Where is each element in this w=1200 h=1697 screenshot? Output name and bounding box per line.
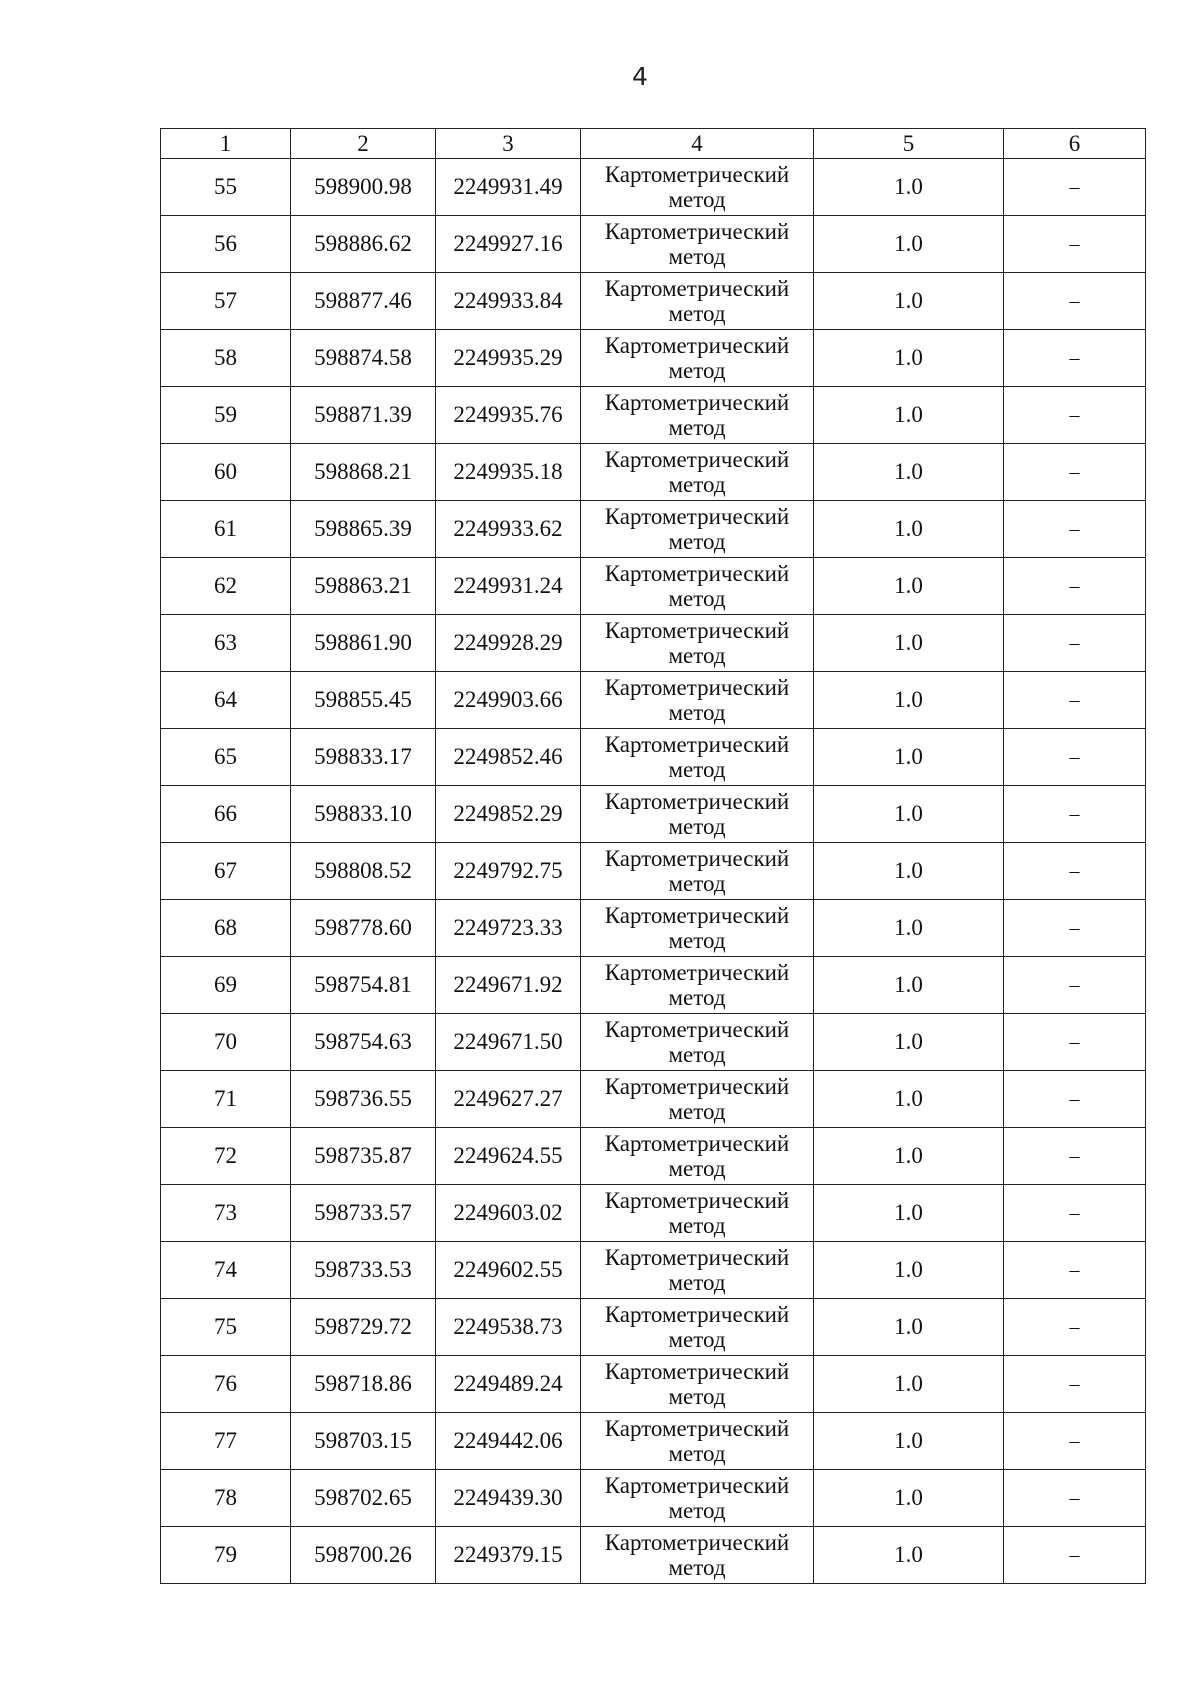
method-cell bbox=[581, 216, 814, 273]
method-line1: Картометрический bbox=[604, 902, 790, 928]
table-body bbox=[161, 159, 1146, 1584]
accuracy-cell: 1.0 bbox=[814, 1071, 1004, 1128]
method-cell bbox=[581, 501, 814, 558]
accuracy-cell: 1.0 bbox=[814, 786, 1004, 843]
method-line2: метод bbox=[668, 984, 726, 1010]
y-coordinate-cell: 2249933.62 bbox=[436, 501, 581, 558]
remark-cell: – bbox=[1004, 1356, 1146, 1413]
method-cell bbox=[581, 444, 814, 501]
method-line1: Картометрический bbox=[604, 161, 790, 187]
method-cell bbox=[581, 957, 814, 1014]
table-row bbox=[161, 900, 1146, 957]
x-coordinate-cell: 598736.55 bbox=[291, 1071, 436, 1128]
accuracy-cell: 1.0 bbox=[814, 330, 1004, 387]
method-line2: метод bbox=[668, 186, 726, 212]
y-coordinate-cell: 2249852.29 bbox=[436, 786, 581, 843]
remark-cell: – bbox=[1004, 615, 1146, 672]
method-cell bbox=[581, 900, 814, 957]
point-number-cell: 57 bbox=[161, 273, 291, 330]
x-coordinate-cell: 598733.57 bbox=[291, 1185, 436, 1242]
method-cell bbox=[581, 1299, 814, 1356]
y-coordinate-cell: 2249792.75 bbox=[436, 843, 581, 900]
accuracy-cell: 1.0 bbox=[814, 558, 1004, 615]
table-row bbox=[161, 729, 1146, 786]
point-number-cell: 64 bbox=[161, 672, 291, 729]
y-coordinate-cell: 2249935.18 bbox=[436, 444, 581, 501]
accuracy-cell: 1.0 bbox=[814, 1242, 1004, 1299]
y-coordinate-cell: 2249903.66 bbox=[436, 672, 581, 729]
x-coordinate-cell: 598874.58 bbox=[291, 330, 436, 387]
point-number-cell: 58 bbox=[161, 330, 291, 387]
remark-cell: – bbox=[1004, 1527, 1146, 1584]
table-row bbox=[161, 1413, 1146, 1470]
point-number-cell: 59 bbox=[161, 387, 291, 444]
column-header: 6 bbox=[1004, 129, 1146, 159]
point-number-cell: 77 bbox=[161, 1413, 291, 1470]
method-cell bbox=[581, 558, 814, 615]
accuracy-cell: 1.0 bbox=[814, 273, 1004, 330]
point-number-cell: 62 bbox=[161, 558, 291, 615]
accuracy-cell: 1.0 bbox=[814, 444, 1004, 501]
method-line2: метод bbox=[668, 1098, 726, 1124]
method-line2: метод bbox=[668, 1041, 726, 1067]
method-line2: метод bbox=[668, 756, 726, 782]
accuracy-cell: 1.0 bbox=[814, 615, 1004, 672]
remark-cell: – bbox=[1004, 1185, 1146, 1242]
method-line2: метод bbox=[668, 870, 726, 896]
table-row bbox=[161, 1185, 1146, 1242]
point-number-cell: 78 bbox=[161, 1470, 291, 1527]
method-line1: Картометрический bbox=[604, 275, 790, 301]
method-line2: метод bbox=[668, 1155, 726, 1181]
method-line2: метод bbox=[668, 528, 726, 554]
method-line1: Картометрический bbox=[604, 218, 790, 244]
point-number-cell: 63 bbox=[161, 615, 291, 672]
remark-cell: – bbox=[1004, 273, 1146, 330]
y-coordinate-cell: 2249439.30 bbox=[436, 1470, 581, 1527]
table-row bbox=[161, 1014, 1146, 1071]
table-row bbox=[161, 444, 1146, 501]
method-line1: Картометрический bbox=[604, 617, 790, 643]
x-coordinate-cell: 598700.26 bbox=[291, 1527, 436, 1584]
y-coordinate-cell: 2249379.15 bbox=[436, 1527, 581, 1584]
point-number-cell: 71 bbox=[161, 1071, 291, 1128]
x-coordinate-cell: 598861.90 bbox=[291, 615, 436, 672]
point-number-cell: 73 bbox=[161, 1185, 291, 1242]
accuracy-cell: 1.0 bbox=[814, 1128, 1004, 1185]
remark-cell: – bbox=[1004, 957, 1146, 1014]
x-coordinate-cell: 598900.98 bbox=[291, 159, 436, 216]
remark-cell: – bbox=[1004, 786, 1146, 843]
method-line1: Картометрический bbox=[604, 1130, 790, 1156]
point-number-cell: 79 bbox=[161, 1527, 291, 1584]
method-line1: Картометрический bbox=[604, 332, 790, 358]
table-row bbox=[161, 1470, 1146, 1527]
x-coordinate-cell: 598754.81 bbox=[291, 957, 436, 1014]
method-cell bbox=[581, 729, 814, 786]
method-line2: метод bbox=[668, 699, 726, 725]
method-line1: Картометрический bbox=[604, 1529, 790, 1555]
method-line2: метод bbox=[668, 585, 726, 611]
table-row bbox=[161, 1128, 1146, 1185]
accuracy-cell: 1.0 bbox=[814, 1470, 1004, 1527]
method-line2: метод bbox=[668, 414, 726, 440]
remark-cell: – bbox=[1004, 1299, 1146, 1356]
page-number: 4 bbox=[632, 62, 648, 91]
method-line2: метод bbox=[668, 357, 726, 383]
x-coordinate-cell: 598877.46 bbox=[291, 273, 436, 330]
method-line1: Картометрический bbox=[604, 731, 790, 757]
x-coordinate-cell: 598886.62 bbox=[291, 216, 436, 273]
remark-cell: – bbox=[1004, 729, 1146, 786]
method-line2: метод bbox=[668, 1269, 726, 1295]
x-coordinate-cell: 598778.60 bbox=[291, 900, 436, 957]
x-coordinate-cell: 598703.15 bbox=[291, 1413, 436, 1470]
y-coordinate-cell: 2249928.29 bbox=[436, 615, 581, 672]
method-cell bbox=[581, 672, 814, 729]
x-coordinate-cell: 598871.39 bbox=[291, 387, 436, 444]
accuracy-cell: 1.0 bbox=[814, 1527, 1004, 1584]
table-row bbox=[161, 330, 1146, 387]
table-row bbox=[161, 1299, 1146, 1356]
method-line1: Картометрический bbox=[604, 1187, 790, 1213]
y-coordinate-cell: 2249935.76 bbox=[436, 387, 581, 444]
method-cell bbox=[581, 786, 814, 843]
table-row bbox=[161, 159, 1146, 216]
method-cell bbox=[581, 1071, 814, 1128]
accuracy-cell: 1.0 bbox=[814, 843, 1004, 900]
x-coordinate-cell: 598863.21 bbox=[291, 558, 436, 615]
column-header: 5 bbox=[814, 129, 1004, 159]
table-row bbox=[161, 957, 1146, 1014]
x-coordinate-cell: 598833.10 bbox=[291, 786, 436, 843]
method-cell bbox=[581, 387, 814, 444]
table-row bbox=[161, 672, 1146, 729]
method-cell bbox=[581, 159, 814, 216]
method-line1: Картометрический bbox=[604, 959, 790, 985]
remark-cell: – bbox=[1004, 159, 1146, 216]
column-header: 2 bbox=[291, 129, 436, 159]
point-number-cell: 61 bbox=[161, 501, 291, 558]
accuracy-cell: 1.0 bbox=[814, 672, 1004, 729]
y-coordinate-cell: 2249852.46 bbox=[436, 729, 581, 786]
y-coordinate-cell: 2249442.06 bbox=[436, 1413, 581, 1470]
remark-cell: – bbox=[1004, 843, 1146, 900]
y-coordinate-cell: 2249933.84 bbox=[436, 273, 581, 330]
table-row bbox=[161, 273, 1146, 330]
method-cell bbox=[581, 1242, 814, 1299]
method-line1: Картометрический bbox=[604, 1472, 790, 1498]
point-number-cell: 74 bbox=[161, 1242, 291, 1299]
remark-cell: – bbox=[1004, 216, 1146, 273]
x-coordinate-cell: 598868.21 bbox=[291, 444, 436, 501]
table-row bbox=[161, 558, 1146, 615]
header-row bbox=[161, 129, 1146, 159]
point-number-cell: 66 bbox=[161, 786, 291, 843]
method-line1: Картометрический bbox=[604, 503, 790, 529]
method-cell bbox=[581, 1527, 814, 1584]
x-coordinate-cell: 598833.17 bbox=[291, 729, 436, 786]
table-row bbox=[161, 843, 1146, 900]
point-number-cell: 70 bbox=[161, 1014, 291, 1071]
y-coordinate-cell: 2249671.92 bbox=[436, 957, 581, 1014]
y-coordinate-cell: 2249927.16 bbox=[436, 216, 581, 273]
x-coordinate-cell: 598754.63 bbox=[291, 1014, 436, 1071]
method-line1: Картометрический bbox=[604, 560, 790, 586]
remark-cell: – bbox=[1004, 672, 1146, 729]
method-line1: Картометрический bbox=[604, 845, 790, 871]
method-line1: Картометрический bbox=[604, 446, 790, 472]
x-coordinate-cell: 598733.53 bbox=[291, 1242, 436, 1299]
method-line1: Картометрический bbox=[604, 389, 790, 415]
method-cell bbox=[581, 1128, 814, 1185]
point-number-cell: 69 bbox=[161, 957, 291, 1014]
remark-cell: – bbox=[1004, 1470, 1146, 1527]
method-line2: метод bbox=[668, 927, 726, 953]
method-line2: метод bbox=[668, 243, 726, 269]
table-row bbox=[161, 1356, 1146, 1413]
method-line1: Картометрический bbox=[604, 788, 790, 814]
method-line2: метод bbox=[668, 813, 726, 839]
method-line2: метод bbox=[668, 1497, 726, 1523]
accuracy-cell: 1.0 bbox=[814, 1356, 1004, 1413]
table-row bbox=[161, 1071, 1146, 1128]
point-number-cell: 76 bbox=[161, 1356, 291, 1413]
remark-cell: – bbox=[1004, 1071, 1146, 1128]
y-coordinate-cell: 2249603.02 bbox=[436, 1185, 581, 1242]
method-line1: Картометрический bbox=[604, 1358, 790, 1384]
remark-cell: – bbox=[1004, 387, 1146, 444]
method-cell bbox=[581, 1356, 814, 1413]
x-coordinate-cell: 598702.65 bbox=[291, 1470, 436, 1527]
table-row bbox=[161, 501, 1146, 558]
remark-cell: – bbox=[1004, 1413, 1146, 1470]
coordinates-table bbox=[160, 128, 1146, 1584]
x-coordinate-cell: 598735.87 bbox=[291, 1128, 436, 1185]
table-row bbox=[161, 615, 1146, 672]
method-line2: метод bbox=[668, 471, 726, 497]
method-cell bbox=[581, 330, 814, 387]
remark-cell: – bbox=[1004, 444, 1146, 501]
method-line1: Картометрический bbox=[604, 1301, 790, 1327]
y-coordinate-cell: 2249602.55 bbox=[436, 1242, 581, 1299]
point-number-cell: 56 bbox=[161, 216, 291, 273]
remark-cell: – bbox=[1004, 900, 1146, 957]
remark-cell: – bbox=[1004, 1242, 1146, 1299]
x-coordinate-cell: 598718.86 bbox=[291, 1356, 436, 1413]
accuracy-cell: 1.0 bbox=[814, 957, 1004, 1014]
y-coordinate-cell: 2249624.55 bbox=[436, 1128, 581, 1185]
column-header: 3 bbox=[436, 129, 581, 159]
accuracy-cell: 1.0 bbox=[814, 729, 1004, 786]
method-line2: метод bbox=[668, 642, 726, 668]
point-number-cell: 55 bbox=[161, 159, 291, 216]
remark-cell: – bbox=[1004, 558, 1146, 615]
method-line1: Картометрический bbox=[604, 1415, 790, 1441]
remark-cell: – bbox=[1004, 501, 1146, 558]
x-coordinate-cell: 598808.52 bbox=[291, 843, 436, 900]
method-cell bbox=[581, 1185, 814, 1242]
method-cell bbox=[581, 1413, 814, 1470]
accuracy-cell: 1.0 bbox=[814, 1014, 1004, 1071]
remark-cell: – bbox=[1004, 330, 1146, 387]
point-number-cell: 67 bbox=[161, 843, 291, 900]
method-cell bbox=[581, 1470, 814, 1527]
point-number-cell: 65 bbox=[161, 729, 291, 786]
table-row bbox=[161, 786, 1146, 843]
point-number-cell: 68 bbox=[161, 900, 291, 957]
accuracy-cell: 1.0 bbox=[814, 900, 1004, 957]
y-coordinate-cell: 2249489.24 bbox=[436, 1356, 581, 1413]
method-cell bbox=[581, 843, 814, 900]
y-coordinate-cell: 2249931.24 bbox=[436, 558, 581, 615]
method-line1: Картометрический bbox=[604, 1073, 790, 1099]
accuracy-cell: 1.0 bbox=[814, 501, 1004, 558]
column-header: 1 bbox=[161, 129, 291, 159]
point-number-cell: 75 bbox=[161, 1299, 291, 1356]
y-coordinate-cell: 2249538.73 bbox=[436, 1299, 581, 1356]
y-coordinate-cell: 2249671.50 bbox=[436, 1014, 581, 1071]
accuracy-cell: 1.0 bbox=[814, 387, 1004, 444]
table-row bbox=[161, 1527, 1146, 1584]
accuracy-cell: 1.0 bbox=[814, 1185, 1004, 1242]
method-line1: Картометрический bbox=[604, 1016, 790, 1042]
method-cell bbox=[581, 615, 814, 672]
method-line2: метод bbox=[668, 1212, 726, 1238]
remark-cell: – bbox=[1004, 1014, 1146, 1071]
method-line2: метод bbox=[668, 1554, 726, 1580]
accuracy-cell: 1.0 bbox=[814, 1413, 1004, 1470]
x-coordinate-cell: 598855.45 bbox=[291, 672, 436, 729]
method-cell bbox=[581, 273, 814, 330]
method-line2: метод bbox=[668, 1326, 726, 1352]
y-coordinate-cell: 2249627.27 bbox=[436, 1071, 581, 1128]
method-line1: Картометрический bbox=[604, 1244, 790, 1270]
x-coordinate-cell: 598865.39 bbox=[291, 501, 436, 558]
accuracy-cell: 1.0 bbox=[814, 1299, 1004, 1356]
point-number-cell: 60 bbox=[161, 444, 291, 501]
point-number-cell: 72 bbox=[161, 1128, 291, 1185]
y-coordinate-cell: 2249931.49 bbox=[436, 159, 581, 216]
column-header: 4 bbox=[581, 129, 814, 159]
table-row bbox=[161, 1242, 1146, 1299]
method-line2: метод bbox=[668, 1383, 726, 1409]
table-row bbox=[161, 387, 1146, 444]
y-coordinate-cell: 2249935.29 bbox=[436, 330, 581, 387]
method-cell bbox=[581, 1014, 814, 1071]
method-line2: метод bbox=[668, 1440, 726, 1466]
x-coordinate-cell: 598729.72 bbox=[291, 1299, 436, 1356]
y-coordinate-cell: 2249723.33 bbox=[436, 900, 581, 957]
remark-cell: – bbox=[1004, 1128, 1146, 1185]
method-line1: Картометрический bbox=[604, 674, 790, 700]
accuracy-cell: 1.0 bbox=[814, 159, 1004, 216]
method-line2: метод bbox=[668, 300, 726, 326]
table-row bbox=[161, 216, 1146, 273]
accuracy-cell: 1.0 bbox=[814, 216, 1004, 273]
